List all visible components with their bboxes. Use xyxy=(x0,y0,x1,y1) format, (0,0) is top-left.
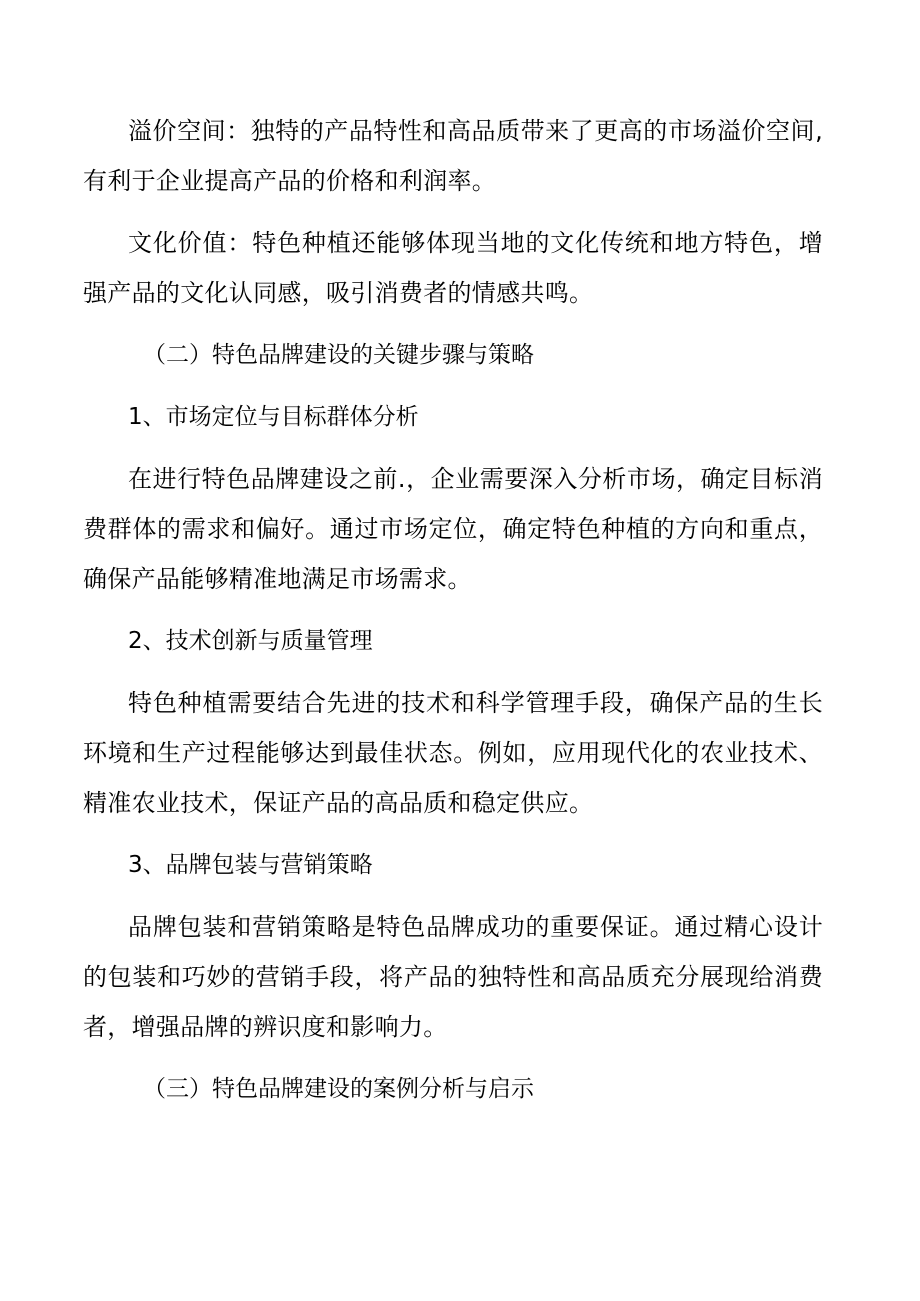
subheading-3: 3、品牌包装与营销策略 xyxy=(128,852,373,878)
subheading-2: 2、技术创新与质量管理 xyxy=(128,628,373,654)
paragraph-cultural-value: 文化价值：特色种植还能够体现当地的文化传统和地方特色，增强产品的文化认同感，吸引消费者的情感共鸣。 xyxy=(83,229,823,307)
subheading-1: 1、市场定位与目标群体分析 xyxy=(128,404,419,430)
document-body xyxy=(83,106,823,1126)
paragraph-premium-space: 溢价空间：独特的产品特性和高品质带来了更高的市场溢价空间,有利于企业提高产品的价格和利润率。 xyxy=(83,117,823,195)
paragraph-brand-packaging: 品牌包装和营销策略是特色品牌成功的重要保证。通过精心设计的包装和巧妙的营销手段，将产品的独特性和高品质充分展现给消费者，增强品牌的辨识度和影响力。 xyxy=(83,913,823,1041)
paragraph-market-positioning: 在进行特色品牌建设之前.，企业需要深入分析市场，确定目标消费群体的需求和偏好。通过市场定位，确定特色种植的方向和重点，确保产品能够精准地满足市场需求。 xyxy=(83,465,823,593)
section-heading-3: （三）特色品牌建设的案例分析与启示 xyxy=(143,1076,534,1102)
section-heading-2: （二）特色品牌建设的关键步骤与策略 xyxy=(143,342,534,368)
paragraph-tech-innovation: 特色种植需要结合先进的技术和科学管理手段，确保产品的生长环境和生产过程能够达到最佳状态。例如，应用现代化的农业技术、精准农业技术，保证产品的高品质和稳定供应。 xyxy=(83,689,823,817)
